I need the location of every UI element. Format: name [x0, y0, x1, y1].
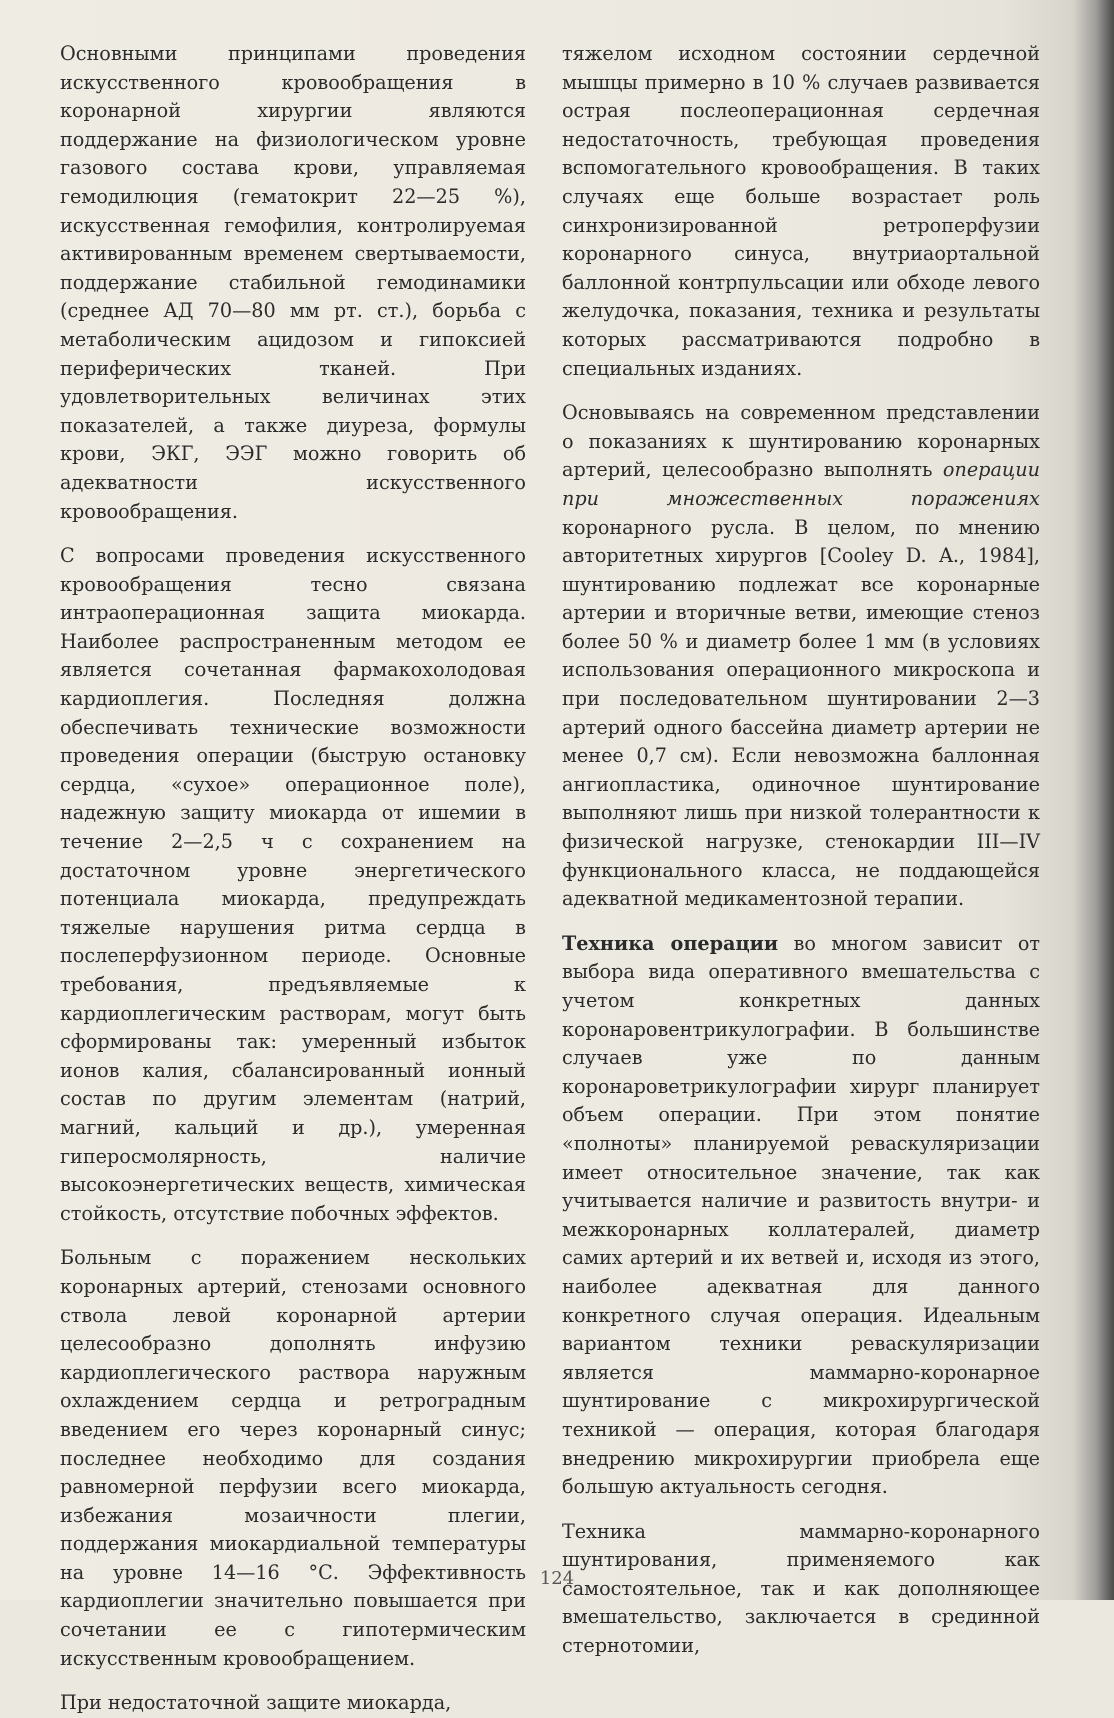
page-number: 124	[539, 1568, 575, 1589]
paragraph-text: во многом зависит от выбора вида оперативного вмешательства с учетом конкретных данных коронаровентрикулографии. В большинстве случаев уже по данным коронароветрикулографии хирург планирует объем операции. При этом понятие «полноты» планируемой реваскуляризации имеет относительное значение, так как учитывается наличие и развитость внутри- и межкоронарных коллатералей, диаметр самих артерий и их ветвей и, исходя из этого, наиболее адекватная для данного конкретного случая операция. Идеальным вариантом техники реваскуляризации является маммарно-коронарное шунтирование с микрохирургической техникой — операция, которая благодаря внедрению микрохирургии приобрела еще большую актуальность сегодня.	[562, 931, 1040, 1499]
paragraph: С вопросами проведения искусственного кровообращения тесно связана интраоперационная защита миокарда. Наиболее распространенным методом ее является сочетанная фармакохолодовая кардиоплегия. Последняя должна обеспечивать технические возможности проведения операции (быструю остановку сердца, «сухое» операционное поле), надежную защиту миокарда от ишемии в течение 2—2,5 ч с сохранением на достаточном уровне энергетического потенциала миокарда, предупреждать тяжелые нарушения ритма сердца в послеперфузионном периоде. Основные требования, предъявляемые к кардиоплегическим растворам, могут быть сформированы так: умеренный избыток ионов калия, сбалансированный ионный состав по другим элементам (натрий, магний, кальций и др.), умеренная гиперосмолярность, наличие высокоэнергетических веществ, химическая стойкость, отсутствие побочных эффектов.	[60, 544, 526, 1225]
left-column	[60, 40, 526, 1718]
paragraph: Больным с поражением нескольких коронарных артерий, стенозами основного ствола левой коронарной артерии целесообразно дополнять инфузию кардиоплегического раствора наружным охлаждением сердца и ретроградным введением его через коронарный синус; последнее необходимо для создания равномерной перфузии всего миокарда, избежания мозаичности плегии, поддержания миокардиальной температуры на уровне 14—16 °С. Эффективность кардиоплегии значительно повышается при сочетании ее с гипотермическим искусственным кровообращением.	[60, 1246, 526, 1670]
paragraph-text: Основываясь на современном представлении о показаниях к шунтированию коронарных артерий, целесообразно выполнять	[562, 401, 1040, 482]
paragraph: тяжелом исходном состоянии сердечной мышцы примерно в 10 % случаев развивается острая послеоперационная сердечная недостаточность, требующая проведения вспомогательного кровообращения. В таких случаях еще больше возрастает роль синхронизированной ретроперфузии коронарного синуса, внутриаортальной баллонной контрпульсации или обходе левого желудочка, показания, техника и результаты которых рассматриваются подробно в специальных изданиях.	[562, 42, 1040, 380]
paragraph: Техника маммарно-коронарного шунтирования, применяемого как самостоятельное, так и как дополняющее вмешательство, заключается в срединной стернотомии,	[562, 1519, 1040, 1658]
right-column	[562, 40, 1040, 1661]
spine-shadow	[1074, 0, 1114, 1600]
paragraph	[562, 399, 1040, 914]
paragraph: Основными принципами проведения искусственного кровообращения в коронарной хирургии являются поддержание на физиологическом уровне газового состава крови, управляемая гемодилюция (гематокрит 22—25 %), искусственная гемофилия, контролируемая активированным временем свертываемости, поддержание стабильной гемодинамики (среднее АД 70—80 мм рт. ст.), борьба с метаболическим ацидозом и гипоксией периферических тканей. При удовлетворительных величинах этих показателей, а также диуреза, формулы крови, ЭКГ, ЭЭГ можно говорить об адекватности искусственного кровообращения.	[60, 42, 526, 523]
paragraph-text: коронарного русла. В целом, по мнению авторитетных хирургов [Cooley D. A., 1984], шунтированию подлежат все коронарные артерии и вторичные ветви, имеющие стеноз более 50 % и диаметр более 1 мм (в условиях использования операционного микроскопа и при последовательном шунтировании 2—3 артерий одного бассейна диаметр артерии не менее 0,7 см). Если невозможна баллонная ангиопластика, одиночное шунтирование выполняют лишь при низкой толерантности к физической нагрузке, стенокардии III—IV функционального класса, не поддающейся адекватной медикаментозной терапии.	[562, 515, 1040, 911]
paragraph	[562, 930, 1040, 1502]
bold-term: Техника операции	[562, 931, 779, 955]
paragraph: При недостаточной защите миокарда,	[60, 1691, 452, 1715]
italic-phrase: операции при множественных поражениях	[562, 458, 1040, 510]
